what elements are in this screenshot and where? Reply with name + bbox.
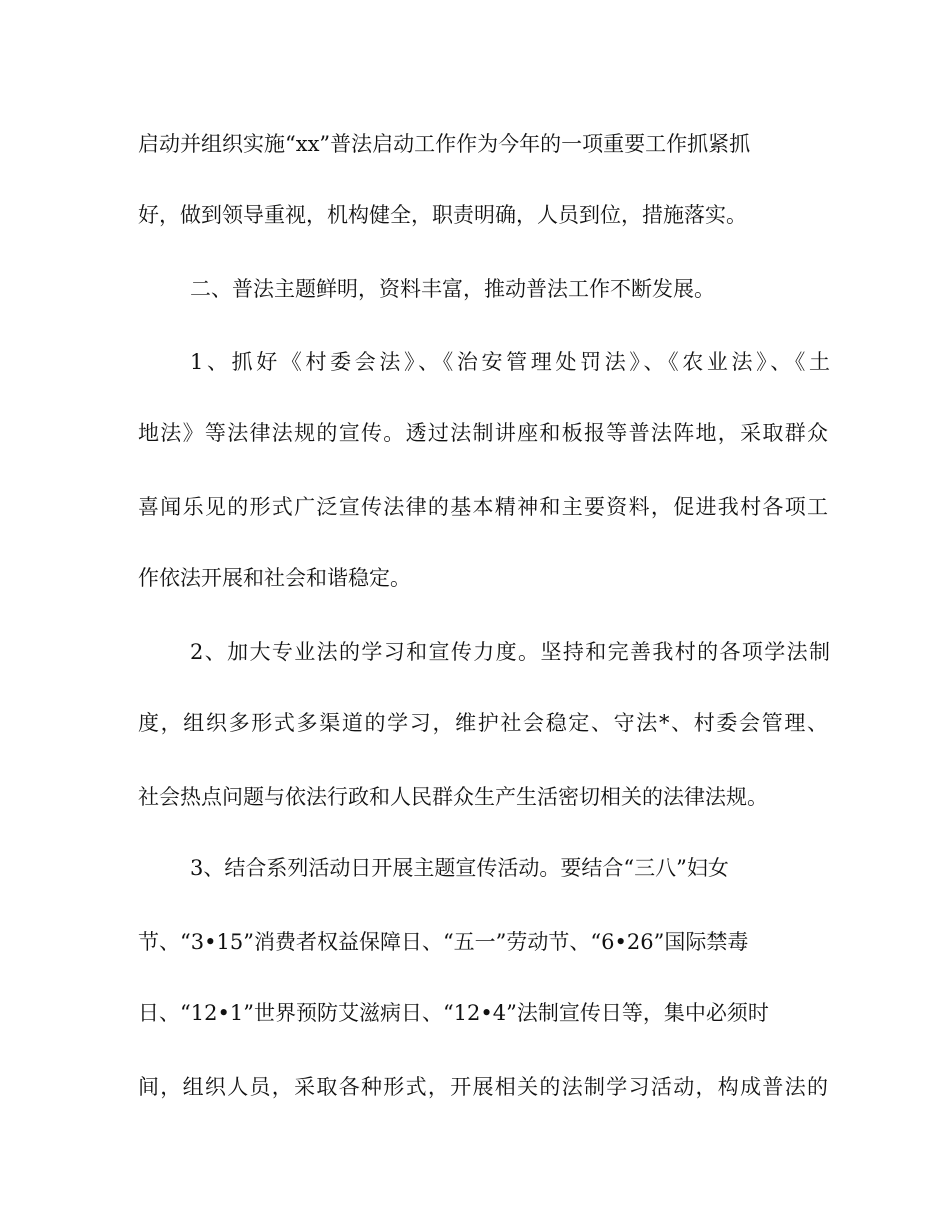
paragraph-line: 度，组织多形式多渠道的学习，维护社会稳定、守法*、村委会管理、 — [138, 711, 828, 735]
paragraph-line: 2、加大专业法的学习和宣传力度。坚持和完善我村的各项学法制 — [190, 640, 830, 664]
paragraph-line: 间，组织人员，采取各种形式，开展相关的法制学习活动，构成普法的 — [138, 1075, 828, 1099]
paragraph-line: 3、结合系列活动日开展主题宣传活动。要结合“三八”妇女 — [190, 856, 729, 880]
paragraph-line: 社会热点问题与依法行政和人民群众生产生活密切相关的法律法规。 — [138, 785, 768, 809]
paragraph-line: 好，做到领导重视，机构健全，职责明确，人员到位，措施落实。 — [138, 203, 747, 227]
paragraph-line: 节、“3•15”消费者权益保障日、“五一”劳动节、“6•26”国际禁毒 — [138, 930, 749, 954]
paragraph-line: 启动并组织实施“xx”普法启动工作作为今年的一项重要工作抓紧抓 — [138, 132, 751, 156]
paragraph-line: 日、“12•1”世界预防艾滋病日、“12•4”法制宣传日等，集中必须时 — [138, 1001, 769, 1025]
paragraph-line: 作依法开展和社会和谐稳定。 — [138, 566, 411, 590]
paragraph-line: 喜闻乐见的形式广泛宣传法律的基本精神和主要资料，促进我村各项工 — [138, 495, 828, 519]
section-heading: 二、普法主题鲜明，资料丰富，推动普法工作不断发展。 — [190, 277, 715, 301]
paragraph-line: 地法》等法律法规的宣传。透过法制讲座和板报等普法阵地，采取群众 — [138, 421, 828, 445]
paragraph-line: 1、抓好《村委会法》、《治安管理处罚法》、《农业法》、《土 — [190, 350, 830, 374]
